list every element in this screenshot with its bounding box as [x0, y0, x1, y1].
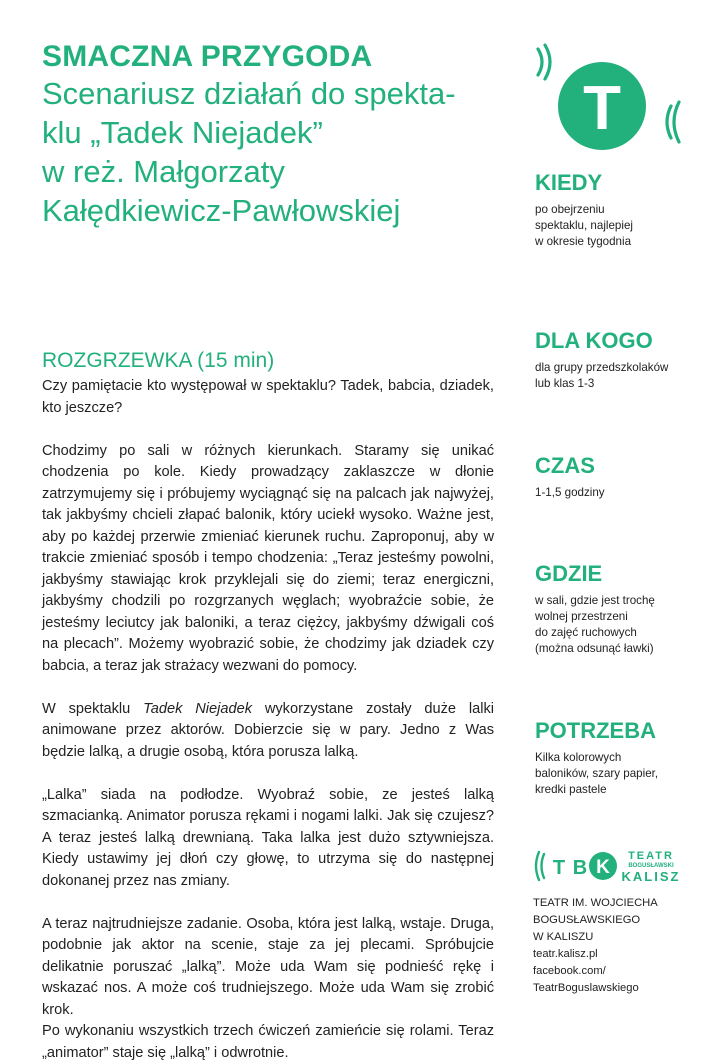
paragraph-rag-doll: „Lalka” siada na podłodze. Wyobraź sobie, ze jesteś lalką szmacianką. Animator porusza rękami i nogami lalki. Jak się czujesz? A teraz jesteś lalką drewnianą. Taka lalka jest dużo sztywniejsza. Kiedy ustawimy jej dłoń czy głowę, to utrzyma się do następnej dokonanej przez nas zmiany. [42, 786, 494, 889]
logo-word-kalisz: KALISZ [621, 869, 681, 884]
main-section [42, 348, 494, 1064]
logo-word-boguslawski: BOGUSŁAWSKI [628, 863, 674, 869]
info-text: Kilka kolorowych baloników, szary papier, kredki pastele [535, 751, 659, 796]
facebook-link-page[interactable]: TeatrBoguslawskiego [533, 982, 639, 994]
info-when [535, 170, 710, 250]
logo-letter: T [583, 74, 621, 143]
theatre-t-logo-icon [533, 40, 685, 155]
info-heading: CZAS [535, 453, 595, 478]
paragraph-swap-roles: Po wykonaniu wszystkich trzech ćwiczeń zamieńcie się rolami. Teraz „animator” staje się „lalką” i odwrotnie. [42, 1023, 494, 1061]
paragraph-intro: Czy pamiętacie kto występował w spektaklu? Tadek, babcia, dziadek, kto jeszcze? [42, 378, 494, 416]
website-link[interactable]: teatr.kalisz.pl [533, 948, 598, 960]
subtitle-line: Scenariusz działań do spekta- [42, 76, 456, 111]
subtitle-line: Kałędkiewicz-Pawłowskiej [42, 193, 401, 228]
page-title: SMACZNA PRZYGODA [42, 40, 373, 73]
theatre-address [533, 895, 708, 997]
info-heading: KIEDY [535, 170, 603, 195]
info-heading: POTRZEBA [535, 718, 656, 743]
paragraph-puppets [42, 699, 494, 764]
logo-letter-t: T [552, 857, 566, 879]
teatr-kalisz-logo-icon [533, 846, 683, 888]
paragraph-hardest-task: A teraz najtrudniejsze zadanie. Osoba, która jest lalką, wstaje. Druga, podobnie jak aktor na scenie, staje za jej plecami. Spróbujcie delikatnie poruszać „lalką”. Może uda Wam się podnieść rękę i wskazać nos. A może coś trudniejszego. Może uda Wam się zrobić krok. [42, 915, 494, 1018]
address-line: TEATR IM. WOJCIECHA [533, 897, 658, 909]
info-time [535, 453, 710, 501]
info-text: dla grupy przedszkolaków lub klas 1-3 [535, 361, 669, 390]
info-where [535, 561, 710, 657]
info-heading: GDZIE [535, 561, 603, 586]
info-text: po obejrzeniu spektaklu, najlepiej w okresie tygodnia [535, 203, 633, 248]
subtitle-line: w reż. Małgorzaty [42, 154, 285, 189]
puppet-text-after: wykorzystane zostały duże lalki animowane przez aktorów. Dobierzcie się w pary. Jedno z Was będzie lalką, a drugie osobą, która porusza lalką. [42, 700, 495, 760]
info-for-whom [535, 328, 710, 392]
info-text: 1-1,5 godziny [535, 486, 605, 499]
title-block [42, 40, 512, 230]
logo-letter-b: B [572, 857, 588, 879]
address-line: BOGUSŁAWSKIEGO [533, 914, 641, 926]
info-text: w sali, gdzie jest trochę wolnej przestrzeni do zajęć ruchowych (można odsunąć ławki) [535, 594, 655, 655]
address-line: W KALISZU [533, 931, 594, 943]
info-needs [535, 718, 710, 798]
logo-letter-k: K [596, 857, 610, 878]
logo-word-teatr: TEATR [628, 850, 674, 862]
section-title: ROZGRZEWKA (15 min) [42, 349, 275, 372]
paragraph-walking: Chodzimy po sali w różnych kierunkach. Staramy się unikać chodzenia po kole. Kiedy prowadzący zaklaszcze w dłonie zatrzymujemy się i próbujemy wyciągnąć się na palcach jak najwyżej, tak jakbyśmy chcieli złapać balonik, który uciekł wysoko. Ważne jest, aby po każdej przerwie zmieniać kierunek ruchu. Zaproponuj, aby w trakcie zmieniać sposób i tempo chodzenia: „Teraz jesteśmy powolni, jakbyśmy stawiając krok przyklejali się do ziemi; teraz energiczni, jakbyśmy chodzili po rozgrzanych węglach; wyobraźcie sobie, że jesteśmy leciutcy jak baloniki, a teraz ciężcy, jakbyśmy dźwigali coś na plecach”. Możemy wyobrazić sobie, że chodzimy jak dziadek czy babcia, a teraz jak strażacy wezwani do pomocy. [42, 442, 494, 674]
page-subtitle [42, 74, 512, 230]
play-title: Tadek Niejadek [143, 700, 252, 717]
info-heading: DLA KOGO [535, 328, 653, 353]
facebook-link[interactable]: facebook.com/ [533, 965, 606, 977]
puppet-text-before: W spektaklu [42, 700, 144, 717]
subtitle-line: klu „Tadek Niejadek” [42, 115, 323, 150]
